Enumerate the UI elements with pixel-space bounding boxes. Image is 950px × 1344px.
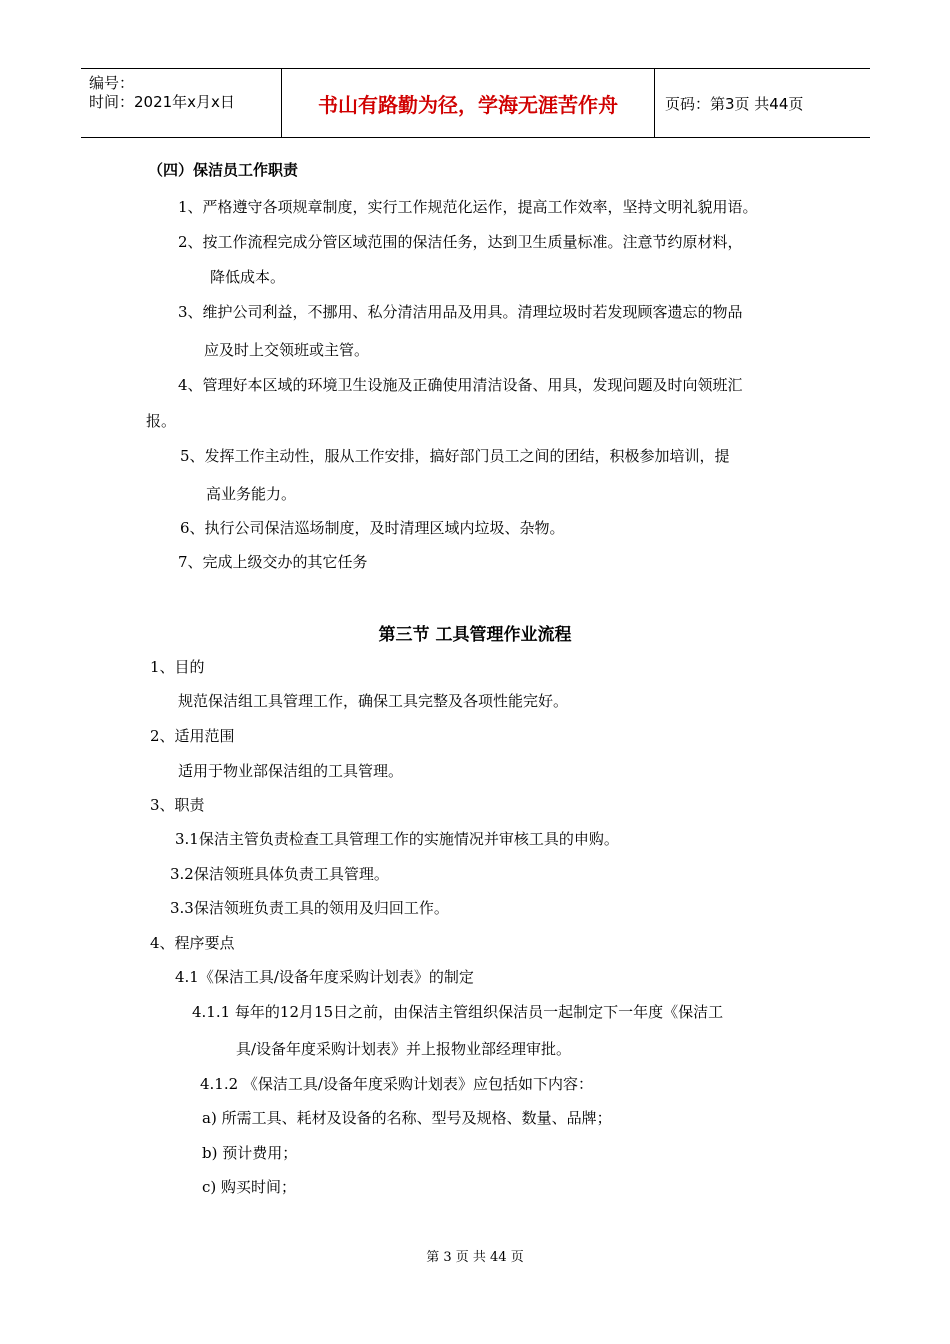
body-line: 4、程序要点 [150, 934, 235, 952]
page-label: 页码：第3页 共44页 [665, 94, 804, 113]
body-line: 具/设备年度采购计划表》并上报物业部经理审批。 [236, 1040, 572, 1058]
duty-line: 5、发挥工作主动性，服从工作安排，搞好部门员工之间的团结，积极参加培训，提 [180, 447, 730, 465]
date-label: 时间：2021年x月x日 [89, 93, 235, 111]
body-line: 4.1《保洁工具/设备年度采购计划表》的制定 [175, 968, 474, 986]
duty-line: 1、严格遵守各项规章制度，实行工作规范化运作，提高工作效率，坚持文明礼貌用语。 [178, 198, 758, 216]
section-title: （四）保洁员工作职责 [148, 161, 299, 179]
duty-line: 7、完成上级交办的其它任务 [178, 553, 368, 571]
page-header [81, 68, 870, 138]
body-line: 3.2保洁领班具体负责工具管理。 [170, 865, 389, 883]
duty-line: 报。 [146, 412, 177, 430]
body-line: 4.1.1 每年的12月15日之前，由保洁主管组织保洁员一起制定下一年度《保洁工 [192, 1003, 724, 1021]
body-line: 3、职责 [150, 796, 205, 814]
body-line: c) 购买时间； [202, 1178, 297, 1196]
body-line: b) 预计费用； [202, 1144, 298, 1162]
body-line: 2、适用范围 [150, 727, 235, 745]
duty-line: 2、按工作流程完成分管区域范围的保洁任务，达到卫生质量标准。注意节约原材料， [178, 233, 743, 251]
duty-line: 3、维护公司利益，不挪用、私分清洁用品及用具。清理垃圾时若发现顾客遗忘的物品 [178, 303, 743, 321]
body-line: 4.1.2 《保洁工具/设备年度采购计划表》应包括如下内容： [200, 1075, 593, 1093]
motto: 书山有路勤为径，学海无涯苦作舟 [282, 69, 655, 137]
body-line: 规范保洁组工具管理工作，确保工具完整及各项性能完好。 [178, 692, 569, 710]
duty-line: 应及时上交领班或主管。 [204, 341, 370, 359]
body-line: 1、目的 [150, 658, 205, 676]
page-footer: 第 3 页 共 44 页 [426, 1250, 524, 1265]
body-line: 3.1保洁主管负责检查工具管理工作的实施情况并审核工具的申购。 [175, 830, 619, 848]
duty-line: 6、执行公司保洁巡场制度，及时清理区域内垃圾、杂物。 [180, 519, 565, 537]
body-line: a) 所需工具、耗材及设备的名称、型号及规格、数量、品牌； [202, 1109, 612, 1127]
duty-line: 4、管理好本区域的环境卫生设施及正确使用清洁设备、用具，发现问题及时向领班汇 [178, 376, 743, 394]
section-heading: 第三节 工具管理作业流程 [378, 625, 572, 645]
duty-line: 高业务能力。 [206, 485, 297, 503]
header-meta-cell [81, 69, 282, 137]
body-line: 适用于物业部保洁组的工具管理。 [178, 762, 404, 780]
number-label: 编号： [89, 74, 135, 92]
duty-line: 降低成本。 [210, 268, 286, 286]
body-line: 3.3保洁领班负责工具的领用及归回工作。 [170, 899, 449, 917]
